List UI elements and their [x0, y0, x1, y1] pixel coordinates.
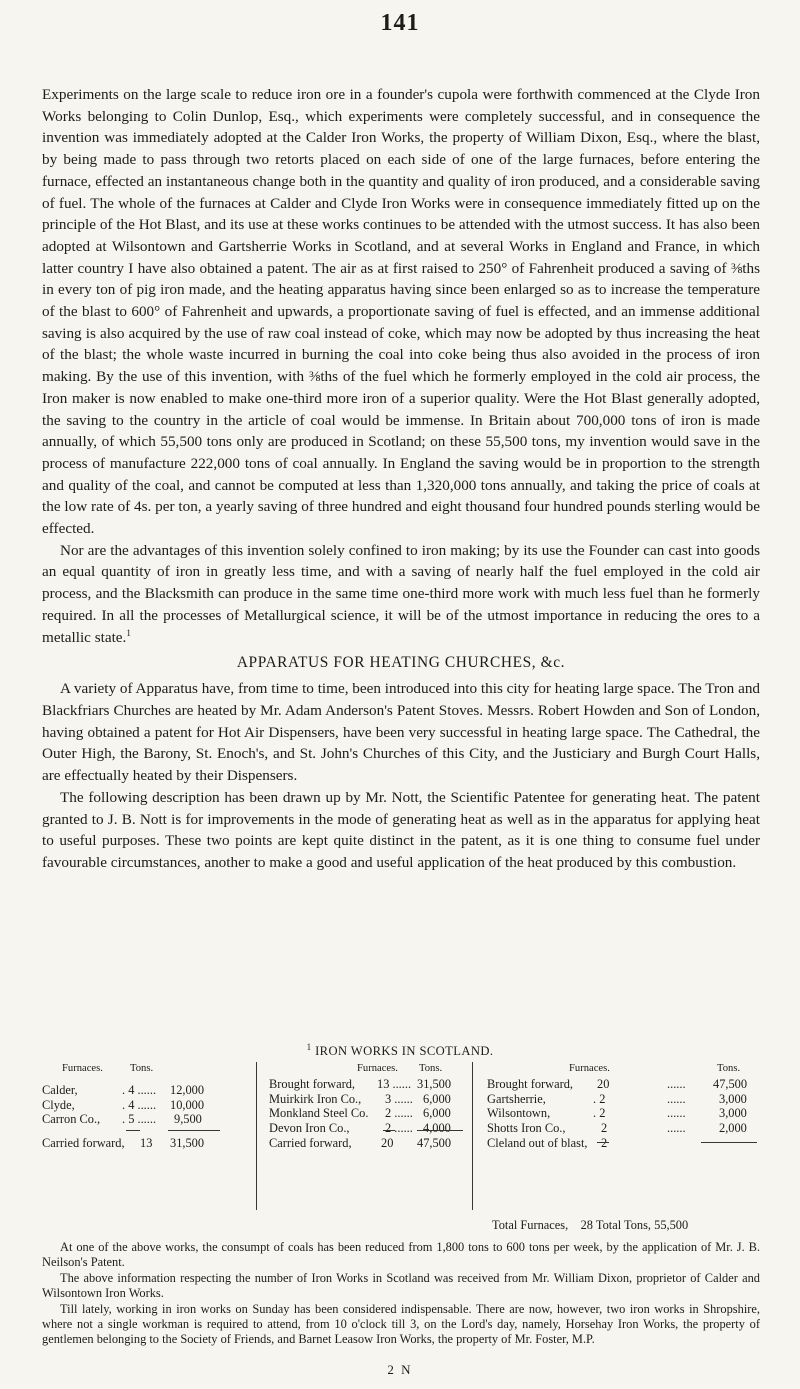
works-furnaces: 2 ......: [385, 1121, 413, 1136]
works-name: Brought forward,: [269, 1076, 356, 1091]
works-furnaces: 3 ......: [385, 1091, 413, 1106]
main-text: [42, 84, 760, 874]
paragraph-apparatus: [42, 678, 760, 787]
works-furnaces: . 4 ......: [122, 1082, 157, 1097]
table-header-row: [42, 1062, 250, 1077]
total-furnaces: 13: [140, 1136, 153, 1150]
footnote-note: The above information respecting the number of Iron Works in Scotland was received from Mr. William Dixon, proprietor of Calder and Wilsontown Iron Works.: [42, 1270, 760, 1301]
works-name: Muirkirk Iron Co.,: [269, 1091, 362, 1106]
works-name: Devon Iron Co.,: [269, 1121, 350, 1136]
works-tons: 12,000: [170, 1082, 205, 1097]
works-tons: 3,000: [719, 1106, 747, 1121]
sum-rule: [597, 1142, 609, 1143]
works-name: Shotts Iron Co.,: [487, 1121, 566, 1136]
works-tons: 10,000: [170, 1097, 205, 1112]
header-tons: Tons.: [130, 1063, 154, 1074]
works-name: Cleland out of blast,: [487, 1135, 588, 1150]
table-row: [257, 1121, 467, 1136]
iron-works-table: [42, 1062, 760, 1234]
table-grand-total: Total Furnaces, 28 Total Tons, 55,500: [492, 1218, 689, 1232]
leader-dots: ......: [667, 1076, 686, 1091]
works-furnaces: . 2: [593, 1106, 606, 1121]
total-tons: 47,500: [417, 1136, 452, 1150]
table-row: [473, 1121, 761, 1136]
works-tons: 6,000: [423, 1106, 451, 1121]
works-name: Carron Co.,: [42, 1112, 101, 1127]
header-tons: Tons.: [419, 1063, 443, 1074]
footnote-notes: [42, 1240, 760, 1348]
table-column-2: [256, 1062, 467, 1210]
works-name: Gartsherrie,: [487, 1091, 546, 1106]
section-heading: APPARATUS FOR HEATING CHURCHES, &c.: [236, 654, 566, 672]
table-row: [257, 1106, 467, 1121]
header-furnaces: Furnaces.: [569, 1063, 610, 1074]
table-row: [42, 1083, 250, 1098]
footnote-ref[interactable]: 1: [126, 627, 131, 638]
footnote-marker: 1: [306, 1041, 312, 1052]
sum-rule: [126, 1130, 140, 1131]
works-name: Monkland Steel Co.: [269, 1106, 369, 1121]
header-furnaces: Furnaces.: [62, 1063, 103, 1074]
footnote-note: At one of the above works, the consumpt of coals has been reduced from 1,800 tons to 600 tons per week, by the application of Mr. J. B. Neilson's Patent.: [42, 1240, 760, 1270]
works-furnaces: 2 ......: [385, 1106, 413, 1121]
paragraph-nott: [42, 787, 760, 874]
paragraph-text: The following description has been drawn up by Mr. Nott, the Scientific Patentee for generating heat. The patent granted to J. B. Nott is for improvements in the mode of generating heat as well as in the apparatus for applying heat to useful purposes. These two points are kept quite distinct in the patent, as it is one thing to consume fuel under favourable circumstances, another to make a good and useful application of the heat produced by this combustion.: [42, 788, 760, 871]
paragraph-text: Experiments on the large scale to reduce iron ore in a founder's cupola were forthwith commenced at the Clyde Iron Works belonging to Colin Dunlop, Esq., which experiments were completely successful, and in consequence the invention was immediately adopted at the Calder Iron Works, the property of William Dixon, Esq., where the blast, by being made to pass through two retorts placed on each side of one of the large furnaces, before entering the furnace, effected an instantaneous change both in the quantity and quality of iron produced, and a considerable saving of fuel. The whole of the furnaces at Calder and Clyde Iron Works were in consequence immediately fitted up on the principle of the Hot Blast, and its use at these works continues to be attended with the utmost success. It has also been adopted at Wilsontown and Gartsherrie Works in Scotland, and at several Works in England and France, in which latter country I have also obtained a patent. The air as at first raised to 250° of Fahrenheit produced a saving of ⅜ths in every ton of pig iron made, and the heating apparatus having since been enlarged so as to increase the temperature of the blast to 600° of Fahrenheit and upwards, a proportionate saving of fuel is effected, and an immense additional saving is also acquired by the use of raw coal instead of coke, which may now be adopted by thus increasing the heat of the blast; the whole waste incurred in burning the coal into coke being thus also avoided in the process of iron making. By the use of this invention, with ⅜ths of the fuel which he formerly employed in the cold air process, the Iron maker is now enabled to make one-third more iron of a superior quality. Were the Hot Blast generally adopted, the saving to the country in the article of coal would be immense. In Britain about 700,000 tons of iron is made annually, of which 55,500 tons only are produced in Scotland; on these 55,500 tons, my invention would save in the process of manufacture 222,000 tons of coal annually. In England the saving would be in proportion to the strength and quality of the coal, and cannot be computed at less than 1,320,000 tons annually, and taking the price of coals at the low rate of 4s. per ton, a yearly saving of three hundred and eight thousand four hundred pounds sterling would be effected.: [42, 86, 760, 538]
works-tons: 9,500: [174, 1112, 202, 1127]
paragraph-advantages: [42, 540, 760, 649]
footnote-title-text: IRON WORKS IN SCOTLAND.: [315, 1044, 494, 1058]
works-furnaces: 2: [601, 1121, 608, 1136]
footnote-note: Till lately, working in iron works on Sunday has been considered indispensable. There are now, however, two iron works in Shropshire, where not a single workman is required to attend, from 10 o'clock till 3, on the Lord's day, namely, Horsehay Iron Works, the property of gentlemen belonging to the Society of Friends, and Barnet Leasow Iron Works, the property of Mr. Foster, M.P.: [42, 1301, 760, 1347]
works-tons: 6,000: [423, 1091, 451, 1106]
table-row: [42, 1112, 250, 1127]
works-furnaces: 20: [597, 1076, 610, 1091]
works-name: Brought forward,: [487, 1076, 574, 1091]
leader-dots: ......: [667, 1091, 686, 1106]
works-furnaces: . 2: [593, 1091, 606, 1106]
table-row: [473, 1077, 761, 1092]
works-furnaces: 2: [601, 1135, 608, 1150]
works-tons: 4,000: [423, 1121, 451, 1136]
table-row: [257, 1092, 467, 1107]
sum-rule: [383, 1130, 395, 1131]
table-header-row: [473, 1062, 761, 1077]
header-furnaces: Furnaces.: [357, 1063, 398, 1074]
total-label: Carried forward,: [42, 1136, 125, 1150]
paragraph-text: A variety of Apparatus have, from time to time, been introduced into this city for heating large space. The Tron and Blackfriars Churches are heated by Mr. Adam Anderson's Patent Stoves. Messrs. Robert Howden and Son of London, having obtained a patent for Hot Air Dispensers, have been very successful in heating large space. The Cathedral, the Outer High, the Barony, St. Enoch's, and St. John's Churches of this City, and the Justiciary and Burgh Court Halls, are effectually heated by their Dispensers.: [42, 680, 761, 785]
works-tons: 3,000: [719, 1091, 747, 1106]
works-name: Calder,: [42, 1082, 78, 1097]
table-row: [257, 1077, 467, 1092]
signature-mark: 2 N: [387, 1362, 413, 1377]
works-furnaces: . 4 ......: [122, 1097, 157, 1112]
table-total-row: [257, 1136, 467, 1151]
total-furnaces: 20: [381, 1136, 394, 1150]
paragraph-hot-blast: [42, 84, 760, 540]
table-row: [473, 1106, 761, 1121]
sum-rule: [168, 1130, 220, 1131]
paragraph-text: Nor are the advantages of this invention solely confined to iron making; by its use the Founder can cast into goods an equal quantity of iron in greatly less time, and with a saving of nearly half the fuel employed in the cold air process, and the Blacksmith can produce in the same time one-third more work with much less fuel than he formerly required. In all the processes of Metallurgical science, it will be of the utmost importance in reducing the ores to a metallic state.: [42, 541, 760, 646]
header-tons: Tons.: [717, 1063, 741, 1074]
total-tons: 31,500: [170, 1136, 205, 1150]
works-name: Wilsontown,: [487, 1106, 551, 1121]
works-name: Clyde,: [42, 1097, 75, 1112]
works-tons: 2,000: [719, 1121, 747, 1136]
table-row: [42, 1098, 250, 1113]
works-furnaces: 13 ......: [377, 1076, 412, 1091]
total-label: Carried forward,: [269, 1136, 352, 1150]
table-total-row: [42, 1136, 250, 1151]
table-column-3: [472, 1062, 761, 1210]
leader-dots: ......: [667, 1121, 686, 1136]
sum-rule: [701, 1142, 757, 1143]
page-number: 141: [380, 10, 420, 36]
sum-rule: [417, 1130, 463, 1131]
table-column-1: [42, 1062, 250, 1150]
footnote-title: [0, 1041, 800, 1059]
works-furnaces: . 5 ......: [122, 1112, 157, 1127]
table-header-row: [257, 1062, 467, 1077]
table-row: [473, 1136, 761, 1151]
works-tons: 47,500: [713, 1076, 748, 1091]
table-row: [473, 1092, 761, 1107]
works-tons: 31,500: [417, 1076, 452, 1091]
leader-dots: ......: [667, 1106, 686, 1121]
